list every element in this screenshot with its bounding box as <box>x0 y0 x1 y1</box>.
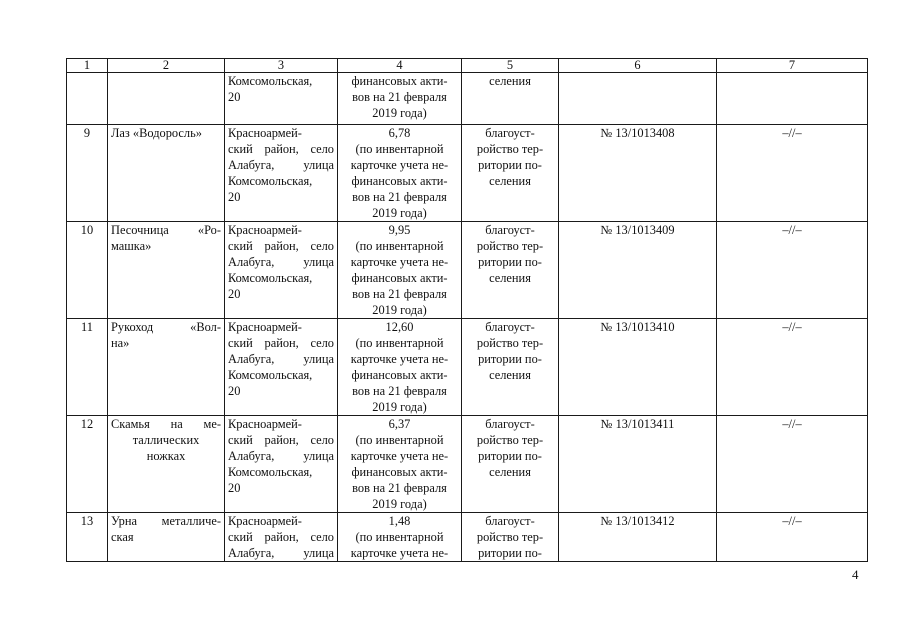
row-number-cell: 11 <box>67 319 108 416</box>
address-line: Красноармей- <box>228 417 302 431</box>
name-line: Скамья на ме- <box>111 417 221 431</box>
column-7-cell <box>717 73 868 125</box>
value-line: вов на 21 февраля <box>352 481 447 495</box>
address-line: ский район, село <box>228 530 334 544</box>
name-line: Урна металличе- <box>111 514 221 528</box>
value-line: финансовых акти- <box>351 271 448 285</box>
value-line: 6,37 <box>388 417 411 431</box>
row-number-cell: 9 <box>67 125 108 222</box>
value-line: (по инвентарной <box>355 239 444 253</box>
purpose-line: благоуст- <box>485 126 535 140</box>
name-line: ножках <box>146 449 186 463</box>
row-number-cell: 12 <box>67 416 108 513</box>
value-cell <box>338 513 462 562</box>
name-line: машка» <box>111 239 152 253</box>
address-line: Красноармей- <box>228 514 302 528</box>
address-cell <box>225 222 338 319</box>
table-row <box>67 513 868 562</box>
purpose-line: благоуст- <box>485 320 535 334</box>
address-line: 20 <box>228 287 241 301</box>
purpose-line: благоуст- <box>485 514 535 528</box>
value-line: 2019 года) <box>372 400 427 414</box>
value-line: 2019 года) <box>372 106 427 120</box>
table-row <box>67 319 868 416</box>
column-7-cell: –//– <box>717 416 868 513</box>
value-line: финансовых акти- <box>351 465 448 479</box>
value-line: (по инвентарной <box>355 433 444 447</box>
inventory-number-cell: № 13/1013411 <box>559 416 717 513</box>
column-number: 7 <box>717 59 868 73</box>
address-line: Алабуга, улица <box>228 158 334 172</box>
value-line: 6,78 <box>388 126 411 140</box>
value-cell <box>338 73 462 125</box>
purpose-line: селения <box>489 174 531 188</box>
purpose-cell <box>462 222 559 319</box>
value-line: карточке учета не- <box>350 352 449 366</box>
purpose-cell <box>462 513 559 562</box>
address-line: Красноармей- <box>228 126 302 140</box>
address-line: Алабуга, улица <box>228 255 334 269</box>
inventory-number-cell: № 13/1013410 <box>559 319 717 416</box>
purpose-cell <box>462 416 559 513</box>
column-number: 5 <box>462 59 559 73</box>
address-line: Комсомольская, <box>228 174 313 188</box>
address-line: Алабуга, улица <box>228 546 334 560</box>
name-line: на» <box>111 336 130 350</box>
value-line: вов на 21 февраля <box>352 384 447 398</box>
purpose-line: благоуст- <box>485 417 535 431</box>
column-number: 3 <box>225 59 338 73</box>
value-line: (по инвентарной <box>355 336 444 350</box>
address-cell <box>225 416 338 513</box>
value-cell <box>338 319 462 416</box>
address-line: ский район, село <box>228 433 334 447</box>
value-line: 2019 года) <box>372 206 427 220</box>
column-number: 6 <box>559 59 717 73</box>
name-cell <box>108 73 225 125</box>
value-line: вов на 21 февраля <box>352 190 447 204</box>
purpose-line: ройство тер- <box>476 142 544 156</box>
name-cell <box>108 416 225 513</box>
column-number: 4 <box>338 59 462 73</box>
address-line: ский район, село <box>228 142 334 156</box>
value-line: карточке учета не- <box>350 255 449 269</box>
column-7-cell: –//– <box>717 125 868 222</box>
purpose-line: ритории по- <box>478 546 542 560</box>
value-line: финансовых акти- <box>351 368 448 382</box>
name-line: Песочница «Ро- <box>111 223 221 237</box>
address-line: Алабуга, улица <box>228 352 334 366</box>
purpose-line: ритории по- <box>478 158 542 172</box>
row-number-cell <box>67 73 108 125</box>
value-line: 12,60 <box>385 320 414 334</box>
address-line: Красноармей- <box>228 223 302 237</box>
value-cell <box>338 222 462 319</box>
inventory-number-cell: № 13/1013409 <box>559 222 717 319</box>
page-number: 4 <box>852 567 859 582</box>
address-line: 20 <box>228 190 241 204</box>
name-line: Рукоход «Вол- <box>111 320 221 334</box>
property-register-table <box>66 58 868 562</box>
column-7-cell: –//– <box>717 319 868 416</box>
purpose-line: благоуст- <box>485 223 535 237</box>
purpose-line: ройство тер- <box>476 336 544 350</box>
value-cell <box>338 416 462 513</box>
purpose-line: селения <box>489 368 531 382</box>
value-line: 2019 года) <box>372 303 427 317</box>
table-row <box>67 416 868 513</box>
value-line: финансовых акти- <box>351 74 448 88</box>
value-line: 1,48 <box>388 514 411 528</box>
column-number: 1 <box>67 59 108 73</box>
purpose-cell <box>462 73 559 125</box>
column-number: 2 <box>108 59 225 73</box>
purpose-line: ритории по- <box>478 352 542 366</box>
table-row <box>67 222 868 319</box>
address-line: Комсомольская, <box>228 368 313 382</box>
value-line: вов на 21 февраля <box>352 287 447 301</box>
value-line: (по инвентарной <box>355 142 444 156</box>
address-cell <box>225 319 338 416</box>
row-number-cell: 10 <box>67 222 108 319</box>
address-line: Комсомольская, <box>228 271 313 285</box>
value-cell <box>338 125 462 222</box>
name-cell <box>108 513 225 562</box>
column-7-cell: –//– <box>717 513 868 562</box>
address-line: 20 <box>228 384 241 398</box>
inventory-number-cell: № 13/1013412 <box>559 513 717 562</box>
address-cell <box>225 125 338 222</box>
purpose-line: селения <box>489 271 531 285</box>
inventory-number-cell: № 13/1013408 <box>559 125 717 222</box>
table-row <box>67 125 868 222</box>
name-cell <box>108 125 225 222</box>
purpose-line: селения <box>489 74 531 88</box>
value-line: (по инвентарной <box>355 530 444 544</box>
purpose-line: ройство тер- <box>476 239 544 253</box>
value-line: карточке учета не- <box>350 449 449 463</box>
address-cell <box>225 73 338 125</box>
purpose-line: ройство тер- <box>476 530 544 544</box>
purpose-line: ритории по- <box>478 255 542 269</box>
purpose-line: ритории по- <box>478 449 542 463</box>
name-line: таллических <box>132 433 200 447</box>
address-line: ский район, село <box>228 239 334 253</box>
inventory-number-cell <box>559 73 717 125</box>
address-line: Красноармей- <box>228 320 302 334</box>
name-cell <box>108 319 225 416</box>
name-line: ская <box>111 530 134 544</box>
continuation-row <box>67 73 868 125</box>
address-cell <box>225 513 338 562</box>
value-line: 2019 года) <box>372 497 427 511</box>
address-line: Комсомольская, <box>228 74 313 88</box>
address-line: 20 <box>228 481 241 495</box>
purpose-cell <box>462 125 559 222</box>
purpose-cell <box>462 319 559 416</box>
name-line: Лаз «Водоросль» <box>111 126 202 140</box>
address-line: 20 <box>228 90 241 104</box>
value-line: карточке учета не- <box>350 158 449 172</box>
row-number-cell: 13 <box>67 513 108 562</box>
value-line: 9,95 <box>388 223 411 237</box>
value-line: вов на 21 февраля <box>352 90 447 104</box>
name-cell <box>108 222 225 319</box>
address-line: ский район, село <box>228 336 334 350</box>
purpose-line: ройство тер- <box>476 433 544 447</box>
column-number-row <box>67 59 868 73</box>
purpose-line: селения <box>489 465 531 479</box>
address-line: Комсомольская, <box>228 465 313 479</box>
column-7-cell: –//– <box>717 222 868 319</box>
value-line: финансовых акти- <box>351 174 448 188</box>
address-line: Алабуга, улица <box>228 449 334 463</box>
value-line: карточке учета не- <box>350 546 449 560</box>
